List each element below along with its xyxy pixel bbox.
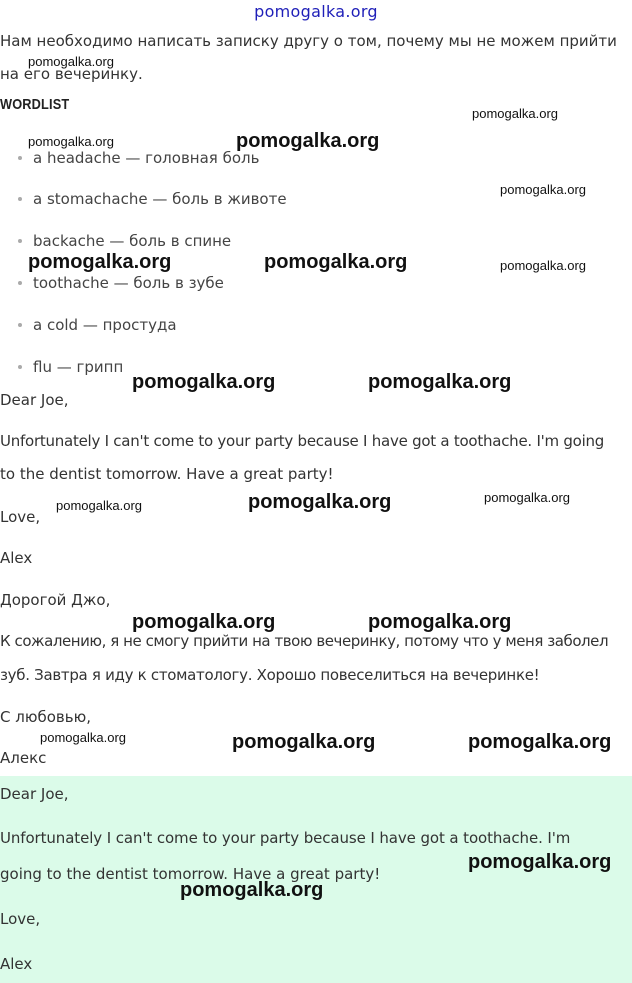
watermark: pomogalka.org: [40, 730, 126, 745]
wordlist-item-text: a cold — простуда: [33, 316, 177, 334]
watermark: pomogalka.org: [28, 251, 172, 273]
bullet-icon: [18, 156, 22, 160]
watermark: pomogalka.org: [368, 371, 512, 393]
watermark: pomogalka.org: [56, 498, 142, 513]
letter-en-signature: Alex: [0, 549, 33, 567]
letter-en-body-line-1: Unfortunately I can't come to your party because I have got a toothache. I'm going: [0, 432, 605, 450]
letter-ru-greeting: Дорогой Джо,: [0, 591, 111, 609]
site-title[interactable]: pomogalka.org: [254, 2, 378, 21]
letter-ru-body-line-1: К сожалению, я не смогу прийти на твою вечеринку, потому что у меня заболел: [0, 632, 609, 650]
task-line-2: на его вечеринку.: [0, 65, 143, 83]
watermark: pomogalka.org: [28, 54, 114, 69]
wordlist-item: [18, 231, 231, 251]
watermark: pomogalka.org: [468, 731, 612, 753]
task-line-1: Нам необходимо написать записку другу о том, почему мы не можем прийти: [0, 32, 617, 50]
letter-ru-body-line-2: зуб. Завтра я иду к стоматологу. Хорошо повеселиться на вечеринке!: [0, 666, 540, 684]
wordlist-heading: WORDLIST: [0, 96, 70, 113]
watermark: pomogalka.org: [368, 611, 512, 633]
answer-greeting: Dear Joe,: [0, 785, 69, 803]
letter-en-closing: Love,: [0, 508, 41, 526]
letter-en-body-line-2: to the dentist tomorrow. Have a great party!: [0, 465, 334, 483]
answer-body-line-2: going to the dentist tomorrow. Have a great party!: [0, 865, 381, 883]
answer-signature: Alex: [0, 955, 33, 973]
bullet-icon: [18, 323, 22, 327]
watermark: pomogalka.org: [232, 731, 376, 753]
bullet-icon: [18, 281, 22, 285]
wordlist-item: [18, 148, 259, 168]
wordlist-item-text: a stomachache — боль в животе: [33, 190, 287, 208]
wordlist-item-text: backache — боль в спине: [33, 232, 232, 250]
watermark: pomogalka.org: [264, 251, 408, 273]
watermark: pomogalka.org: [236, 130, 380, 152]
letter-ru-signature: Алекс: [0, 749, 47, 767]
watermark: pomogalka.org: [500, 258, 586, 273]
watermark: pomogalka.org: [132, 371, 276, 393]
wordlist-item: [18, 315, 177, 335]
wordlist-item: [18, 357, 123, 377]
wordlist-item-text: a headache — головная боль: [33, 149, 260, 167]
watermark: pomogalka.org: [472, 106, 558, 121]
bullet-icon: [18, 365, 22, 369]
wordlist-item: [18, 273, 224, 293]
answer-closing: Love,: [0, 910, 41, 928]
letter-en-greeting: Dear Joe,: [0, 391, 69, 409]
bullet-icon: [18, 239, 22, 243]
bullet-icon: [18, 197, 22, 201]
wordlist-item-text: toothache — боль в зубе: [33, 274, 224, 292]
watermark: pomogalka.org: [248, 491, 392, 513]
watermark: pomogalka.org: [468, 851, 612, 873]
watermark: pomogalka.org: [500, 182, 586, 197]
watermark: pomogalka.org: [180, 879, 324, 901]
watermark: pomogalka.org: [28, 134, 114, 149]
wordlist-item-text: flu — грипп: [33, 358, 124, 376]
watermark: pomogalka.org: [484, 490, 570, 505]
watermark: pomogalka.org: [132, 611, 276, 633]
letter-ru-closing: С любовью,: [0, 708, 91, 726]
answer-body-line-1: Unfortunately I can't come to your party because I have got a toothache. I'm: [0, 829, 571, 847]
wordlist-item: [18, 189, 287, 209]
